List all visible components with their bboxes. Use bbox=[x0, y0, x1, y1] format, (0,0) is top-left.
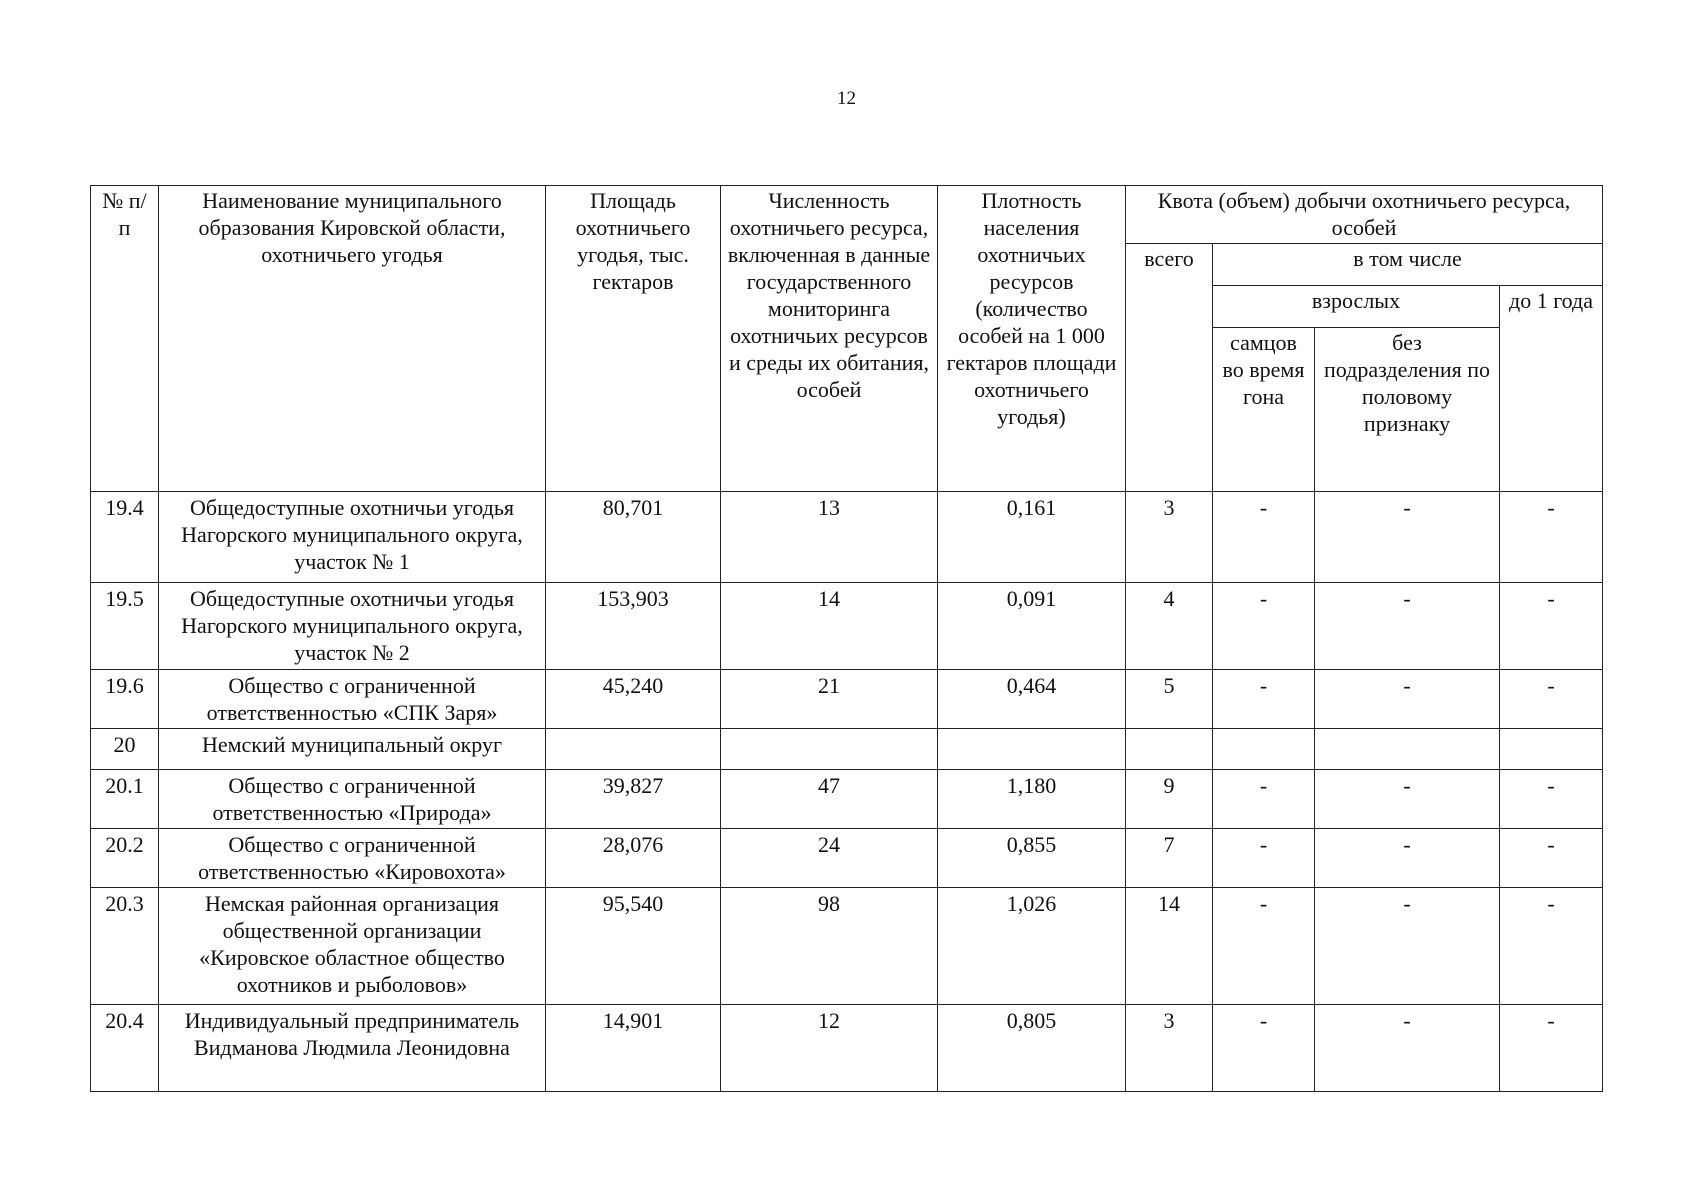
cell-name: Общество с ограниченной ответственностью «Кировохота» bbox=[159, 829, 546, 888]
cell-total: 5 bbox=[1126, 670, 1213, 729]
cell-num: 20 bbox=[91, 729, 159, 770]
header-row bbox=[91, 186, 1603, 244]
cell-area: 45,240 bbox=[546, 670, 721, 729]
cell-total: 3 bbox=[1126, 1005, 1213, 1092]
cell-num: 20.2 bbox=[91, 829, 159, 888]
cell-num: 20.1 bbox=[91, 770, 159, 829]
cell-num: 20.3 bbox=[91, 888, 159, 1005]
cell-young: - bbox=[1500, 770, 1603, 829]
cell-young: - bbox=[1500, 888, 1603, 1005]
cell-density: 0,855 bbox=[938, 829, 1126, 888]
header-name: Наименование муниципального образования Кировской области, охотничьего угодья bbox=[159, 186, 546, 492]
cell-males: - bbox=[1213, 492, 1315, 583]
cell-young: - bbox=[1500, 1005, 1603, 1092]
cell-young: - bbox=[1500, 492, 1603, 583]
cell-density: 1,026 bbox=[938, 888, 1126, 1005]
cell-young: - bbox=[1500, 829, 1603, 888]
header-density: Плотность населения охотничьих ресурсов (количество особей на 1 000 гектаров площади охотничьего угодья) bbox=[938, 186, 1126, 492]
cell-count: 14 bbox=[721, 583, 938, 670]
cell-density bbox=[938, 729, 1126, 770]
header-no-sex: без подразделения по половому признаку bbox=[1315, 328, 1500, 492]
cell-num: 19.6 bbox=[91, 670, 159, 729]
cell-males: - bbox=[1213, 829, 1315, 888]
cell-area: 95,540 bbox=[546, 888, 721, 1005]
cell-males: - bbox=[1213, 770, 1315, 829]
cell-nosex: - bbox=[1315, 492, 1500, 583]
cell-name: Немский муниципальный округ bbox=[159, 729, 546, 770]
cell-area: 80,701 bbox=[546, 492, 721, 583]
cell-males: - bbox=[1213, 888, 1315, 1005]
table-row bbox=[91, 829, 1603, 888]
header-males-rut: самцов во время гона bbox=[1213, 328, 1315, 492]
cell-area: 28,076 bbox=[546, 829, 721, 888]
cell-count bbox=[721, 729, 938, 770]
cell-num: 20.4 bbox=[91, 1005, 159, 1092]
header-num: № п/п bbox=[91, 186, 159, 492]
header-quota: Квота (объем) добычи охотничьего ресурса, особей bbox=[1126, 186, 1603, 244]
cell-nosex: - bbox=[1315, 583, 1500, 670]
cell-area: 153,903 bbox=[546, 583, 721, 670]
cell-count: 12 bbox=[721, 1005, 938, 1092]
cell-young: - bbox=[1500, 670, 1603, 729]
header-area: Площадь охотничьего угодья, тыс. гектаров bbox=[546, 186, 721, 492]
cell-nosex: - bbox=[1315, 770, 1500, 829]
cell-name: Общедоступные охотничьи угодья Нагорского муниципального округа, участок № 2 bbox=[159, 583, 546, 670]
table-row bbox=[91, 670, 1603, 729]
cell-name: Индивидуальный предприниматель Видманова Людмила Леонидовна bbox=[159, 1005, 546, 1092]
table-row bbox=[91, 492, 1603, 583]
cell-name: Немская районная организация общественной организации «Кировское областное общество охотников и рыболовов» bbox=[159, 888, 546, 1005]
cell-nosex: - bbox=[1315, 829, 1500, 888]
quota-table bbox=[90, 185, 1603, 1092]
table-row bbox=[91, 1005, 1603, 1092]
cell-males: - bbox=[1213, 670, 1315, 729]
header-under-one: до 1 года bbox=[1500, 286, 1603, 492]
cell-nosex bbox=[1315, 729, 1500, 770]
cell-males: - bbox=[1213, 583, 1315, 670]
header-including: в том числе bbox=[1213, 244, 1603, 286]
cell-nosex: - bbox=[1315, 1005, 1500, 1092]
cell-total: 3 bbox=[1126, 492, 1213, 583]
header-total: всего bbox=[1126, 244, 1213, 492]
table-row bbox=[91, 770, 1603, 829]
cell-total: 7 bbox=[1126, 829, 1213, 888]
cell-nosex: - bbox=[1315, 888, 1500, 1005]
cell-count: 98 bbox=[721, 888, 938, 1005]
cell-num: 19.5 bbox=[91, 583, 159, 670]
cell-area: 14,901 bbox=[546, 1005, 721, 1092]
cell-count: 47 bbox=[721, 770, 938, 829]
cell-young bbox=[1500, 729, 1603, 770]
cell-total bbox=[1126, 729, 1213, 770]
cell-total: 4 bbox=[1126, 583, 1213, 670]
cell-name: Общество с ограниченной ответственностью «Природа» bbox=[159, 770, 546, 829]
cell-density: 0,091 bbox=[938, 583, 1126, 670]
cell-density: 0,464 bbox=[938, 670, 1126, 729]
page-number: 12 bbox=[837, 88, 856, 109]
cell-count: 24 bbox=[721, 829, 938, 888]
cell-total: 9 bbox=[1126, 770, 1213, 829]
table-row bbox=[91, 729, 1603, 770]
cell-density: 0,161 bbox=[938, 492, 1126, 583]
header-adults: взрослых bbox=[1213, 286, 1500, 328]
cell-count: 21 bbox=[721, 670, 938, 729]
cell-males bbox=[1213, 729, 1315, 770]
cell-name: Общество с ограниченной ответственностью «СПК Заря» bbox=[159, 670, 546, 729]
cell-density: 1,180 bbox=[938, 770, 1126, 829]
cell-area: 39,827 bbox=[546, 770, 721, 829]
table-row bbox=[91, 583, 1603, 670]
cell-num: 19.4 bbox=[91, 492, 159, 583]
table-row bbox=[91, 888, 1603, 1005]
cell-name: Общедоступные охотничьи угодья Нагорского муниципального округа, участок № 1 bbox=[159, 492, 546, 583]
cell-total: 14 bbox=[1126, 888, 1213, 1005]
cell-males: - bbox=[1213, 1005, 1315, 1092]
cell-area bbox=[546, 729, 721, 770]
cell-density: 0,805 bbox=[938, 1005, 1126, 1092]
cell-count: 13 bbox=[721, 492, 938, 583]
cell-nosex: - bbox=[1315, 670, 1500, 729]
cell-young: - bbox=[1500, 583, 1603, 670]
header-count: Численность охотничьего ресурса, включенная в данные государственного мониторинга охотничьих ресурсов и среды их обитания, особей bbox=[721, 186, 938, 492]
